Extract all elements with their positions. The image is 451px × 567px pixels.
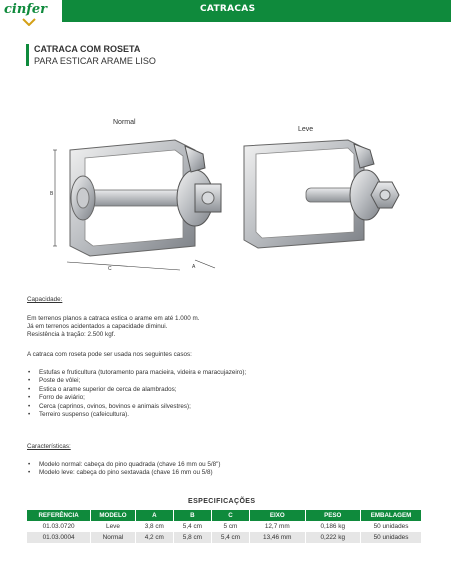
usage-list	[27, 369, 246, 419]
capacity-line: Em terrenos planos a catraca estica o arame em até 1.000 m.	[27, 315, 200, 322]
dimension-a-label: A	[192, 264, 196, 270]
column-header: EIXO	[250, 510, 306, 521]
specs-title: ESPECIFICAÇÕES	[188, 498, 256, 505]
list-item: • Poste de vôlei;	[27, 377, 246, 385]
table-cell: 50 unidades	[361, 532, 422, 543]
column-header: B	[173, 510, 211, 521]
specs-table	[27, 510, 422, 543]
list-item: • Forro de aviário;	[27, 394, 246, 402]
dimension-b-label: B	[50, 191, 54, 197]
column-header: C	[211, 510, 249, 521]
column-header: A	[135, 510, 173, 521]
list-item: • Modelo leve: cabeça do pino sextavada (chave 16 mm ou 5/8)	[27, 469, 220, 477]
table-cell: 0,186 kg	[305, 521, 361, 532]
table-cell: 12,7 mm	[250, 521, 306, 532]
table-cell: 01.03.0720	[27, 521, 91, 532]
usage-intro: A catraca com roseta pode ser usada nos seguintes casos:	[27, 351, 192, 358]
list-item: • Modelo normal: cabeça do pino quadrada (chave 16 mm ou 5/8")	[27, 461, 220, 469]
capacity-line: Já em terrenos acidentados a capacidade diminui.	[27, 323, 168, 330]
leve-model-label: Leve	[298, 126, 314, 133]
list-item: • Estica o arame superior de cerca de alambrados;	[27, 386, 246, 394]
capacity-heading: Capacidade:	[27, 296, 63, 303]
list-item: • Cerca (caprinos, ovinos, bovinos e animais silvestres);	[27, 403, 246, 411]
capacity-line: Resistência à tração: 2.500 kgf.	[27, 331, 116, 338]
table-cell: 5,4 cm	[173, 521, 211, 532]
table-cell: 5,4 cm	[211, 532, 249, 543]
table-header-row	[27, 510, 422, 521]
table-cell: 50 unidades	[361, 521, 422, 532]
table-cell: 0,222 kg	[305, 532, 361, 543]
list-item: • Terreiro suspenso (cafeicultura).	[27, 411, 246, 419]
column-header: PESO	[305, 510, 361, 521]
column-header: EMBALAGEM	[361, 510, 422, 521]
normal-model-label: Normal	[113, 119, 136, 126]
features-list	[27, 461, 220, 478]
table-cell: 01.03.0004	[27, 532, 91, 543]
table-row	[27, 532, 422, 543]
table-cell: 3,8 cm	[135, 521, 173, 532]
table-cell: Leve	[91, 521, 136, 532]
table-cell: 4,2 cm	[135, 532, 173, 543]
section-title: CATRACAS	[200, 4, 256, 14]
dimension-c-label: C	[108, 266, 112, 272]
brand-logo	[0, 0, 62, 32]
table-cell: 5,8 cm	[173, 532, 211, 543]
product-title: CATRACA COM ROSETA	[34, 44, 141, 54]
list-item: • Estufas e fruticultura (tutoramento para macieira, videira e maracujazeiro);	[27, 369, 246, 377]
column-header: MODELO	[91, 510, 136, 521]
normal-ratchet-image	[45, 128, 225, 278]
column-header: REFERÊNCIA	[27, 510, 91, 521]
header-bar	[0, 0, 451, 22]
logo-mark-icon	[22, 18, 36, 26]
title-accent	[26, 44, 29, 66]
features-heading: Características:	[27, 443, 71, 450]
leve-ratchet-image	[236, 134, 406, 264]
logo-text: cinfer	[4, 2, 48, 17]
table-row	[27, 521, 422, 532]
table-cell: Normal	[91, 532, 136, 543]
product-subtitle: PARA ESTICAR ARAME LISO	[34, 56, 156, 66]
table-cell: 5 cm	[211, 521, 249, 532]
table-cell: 13,46 mm	[250, 532, 306, 543]
